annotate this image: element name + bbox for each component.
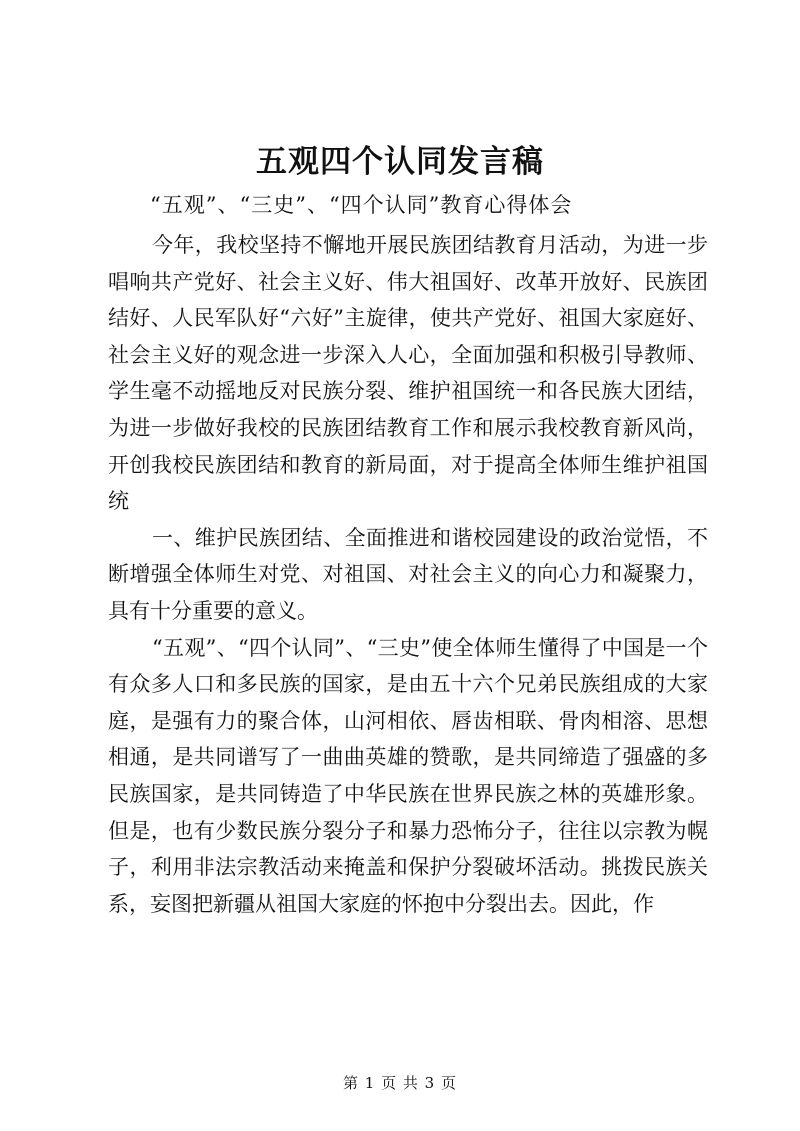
document-subtitle: “五观”、“三史”、“四个认同”教育心得体会 (150, 193, 573, 217)
document-body (108, 227, 708, 922)
paragraph-2: 一、维护民族团结、全面推进和谐校园建设的政治觉悟，不断增强全体师生对党、对祖国、对社会主义的向心力和凝聚力，具有十分重要的意义。 (108, 525, 708, 623)
paragraph-3: “五观”、“四个认同”、“三史”使全体师生懂得了中国是一个有众多人口和多民族的国家，是由五十六个兄弟民族组成的大家庭，是强有力的聚合体，山河相依、唇齿相联、骨肉相溶、思想相通，是共同谱写了一曲曲英雄的赞歌，是共同缔造了强盛的多民族国家，是共同铸造了中华民族在世界民族之林的英雄形象。但是，也有少数民族分裂分子和暴力恐怖分子，往往以宗教为幌子，利用非法宗教活动来掩盖和保护分裂破坏活动。挑拨民族关系，妄图把新疆从祖国大家庭的怀抱中分裂出去。因此，作 (108, 635, 708, 916)
document-title: 五观四个认同发言稿 (256, 144, 544, 180)
paragraph-1: 今年，我校坚持不懈地开展民族团结教育月活动，为进一步唱响共产党好、社会主义好、伟大祖国好、改革开放好、民族团结好、人民军队好“六好”主旋律，使共产党好、祖国大家庭好、社会主义好的观念进一步深入人心，全面加强和积极引导教师、学生毫不动摇地反对民族分裂、维护祖国统一和各民族大团结，为进一步做好我校的民族团结教育工作和展示我校教育新风尚，开创我校民族团结和教育的新局面，对于提高全体师生维护祖国统 (108, 233, 708, 514)
page-footer: 第 1 页 共 3 页 (343, 1074, 457, 1092)
